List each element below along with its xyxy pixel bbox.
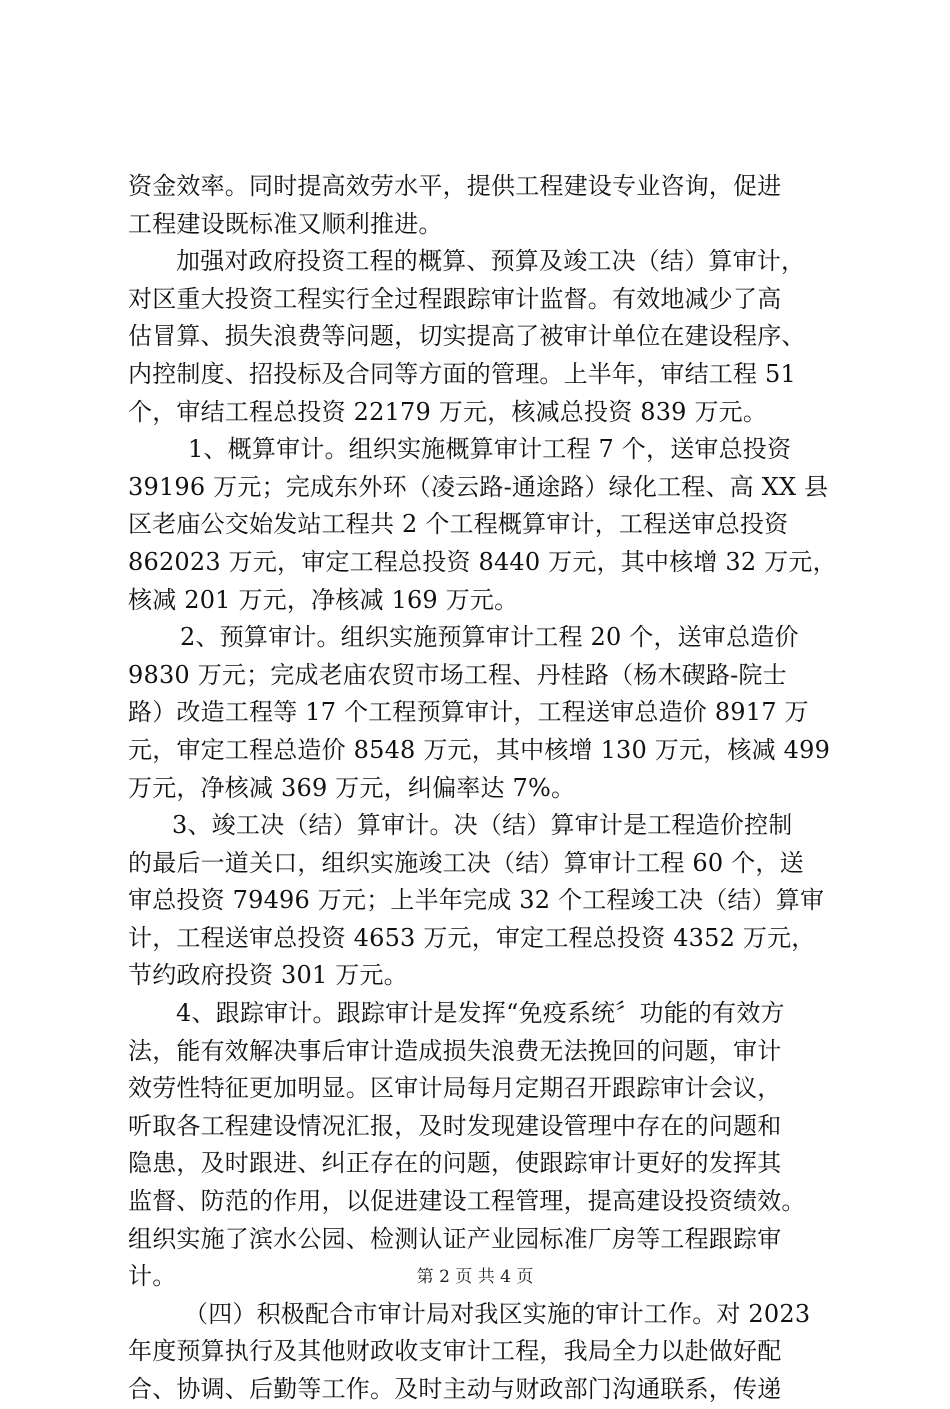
text-line: 的最后一道关口，组织实施竣工决（结）算审计工程 60 个，送 xyxy=(128,848,804,877)
text-line: （四）积极配合市审计局对我区实施的审计工作。对 2023 xyxy=(184,1299,811,1328)
text-line: 估冒算、损失浪费等问题，切实提高了被审计单位在建设程序、 xyxy=(128,322,806,351)
text-line: 工程建设既标准又顺利推进。 xyxy=(128,209,443,238)
text-line: 计，工程送审总投资 4653 万元，审定工程总投资 4352 万元， xyxy=(128,923,816,952)
text-line: 效劳性特征更加明显。区审计局每月定期召开跟踪审计会议， xyxy=(128,1074,782,1103)
text-line: 计。 xyxy=(128,1262,177,1291)
text-line: 个，审结工程总投资 22179 万元，核减总投资 839 万元。 xyxy=(128,397,768,426)
text-line: 对区重大投资工程实行全过程跟踪审计监督。有效地减少了高 xyxy=(128,284,782,313)
text-line: 内控制度、招投标及合同等方面的管理。上半年，审结工程 51 xyxy=(128,359,796,388)
text-line: 监督、防范的作用，以促进建设工程管理，提高建设投资绩效。 xyxy=(128,1187,806,1216)
text-line: 听取各工程建设情况汇报，及时发现建设管理中存在的问题和 xyxy=(128,1111,782,1140)
text-line: 加强对政府投资工程的概算、预算及竣工决（结）算审计， xyxy=(176,247,806,276)
text-line: 合、协调、后勤等工作。及时主动与财政部门沟通联系，传递 xyxy=(128,1375,782,1403)
text-line: 隐患，及时跟进、纠正存在的问题，使跟踪审计更好的发挥其 xyxy=(128,1149,782,1178)
page-footer xyxy=(0,1262,950,1287)
text-line: 万元，净核减 369 万元，纠偏率达 7%。 xyxy=(128,773,576,802)
body-text xyxy=(128,168,848,1409)
text-line: 区老庙公交始发站工程共 2 个工程概算审计，工程送审总投资 xyxy=(128,510,789,539)
text-line: 1、概算审计。组织实施概算审计工程 7 个，送审总投资 xyxy=(188,435,792,464)
text-line: 2、预算审计。组织实施预算审计工程 20 个，送审总造价 xyxy=(180,623,799,652)
text-line: 法，能有效解决事后审计造成损失浪费无法挽回的问题，审计 xyxy=(128,1036,782,1065)
text-line: 资金效率。同时提高效劳水平，提供工程建设专业咨询，促进 xyxy=(128,172,782,200)
text-line: 年度预算执行及其他财政收支审计工程，我局全力以赴做好配 xyxy=(128,1337,782,1366)
text-line: 元，审定工程总造价 8548 万元，其中核增 130 万元，核减 499 xyxy=(128,735,831,764)
text-line: 862023 万元，审定工程总投资 8440 万元，其中核增 32 万元， xyxy=(128,547,837,576)
page-number: 第 2 页 共 4 页 xyxy=(416,1267,534,1287)
text-line: 4、跟踪审计。跟踪审计是发挥“免疫系统〞功能的有效方 xyxy=(176,999,785,1028)
text-line: 39196 万元；完成东外环（凌云路-通途路）绿化工程、高 XX 县 xyxy=(128,472,829,501)
text-line: 路）改造工程等 17 个工程预算审计，工程送审总造价 8917 万 xyxy=(128,698,809,727)
text-line: 审总投资 79496 万元；上半年完成 32 个工程竣工决（结）算审 xyxy=(128,886,825,915)
text-line: 9830 万元；完成老庙农贸市场工程、丹桂路（杨木碶路-院士 xyxy=(128,660,787,689)
text-line: 节约政府投资 301 万元。 xyxy=(128,961,408,990)
text-line: 3、竣工决（结）算审计。决（结）算审计是工程造价控制 xyxy=(172,811,793,840)
text-line: 组织实施了滨水公园、检测认证产业园标准厂房等工程跟踪审 xyxy=(128,1224,782,1253)
text-line: 核减 201 万元，净核减 169 万元。 xyxy=(128,585,519,614)
